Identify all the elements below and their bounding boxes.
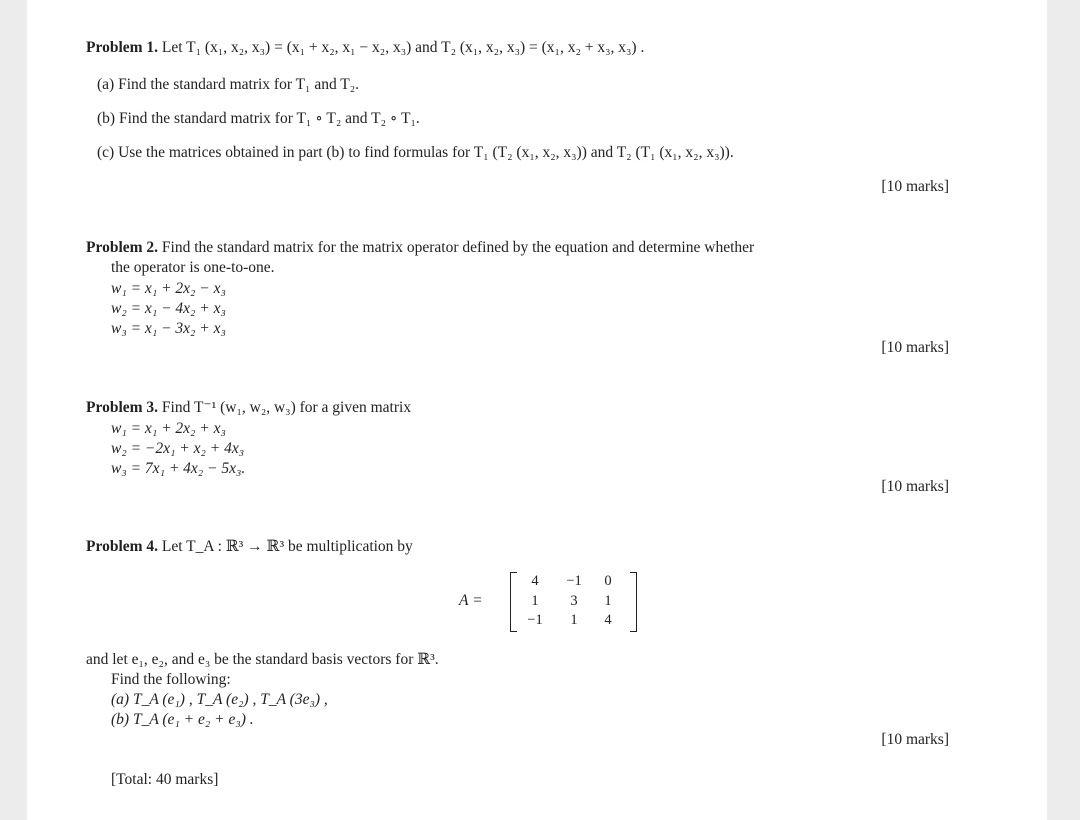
problem-4-part-b: (b) T_A (e₁ + e₂ + e₃) . bbox=[111, 711, 254, 728]
problem-3-eq2: w₂ = −2x₁ + x₂ + 4x₃ bbox=[111, 440, 245, 457]
problem-1-part-a: (a) Find the standard matrix for T₁ and T₂. bbox=[97, 76, 360, 93]
problem-3-marks: [10 marks] bbox=[881, 478, 949, 495]
problem-3-eq3: w₃ = 7x₁ + 4x₂ − 5x₃. bbox=[111, 460, 246, 477]
problem-3-eq1: w₁ = x₁ + 2x₂ + x₃ bbox=[111, 420, 226, 437]
problem-1-label: Problem 1. bbox=[86, 39, 159, 56]
matrix-cell: −1 bbox=[527, 612, 543, 628]
matrix-cell: 4 bbox=[604, 612, 612, 628]
matrix-label: A = bbox=[459, 592, 483, 609]
problem-2-eq3: w₃ = x₁ − 3x₂ + x₃ bbox=[111, 320, 226, 337]
problem-2-statement bbox=[86, 238, 754, 258]
matrix-cell: 4 bbox=[531, 573, 539, 589]
document-page bbox=[27, 0, 1047, 820]
problem-3-text: Find T⁻¹ (w₁, w₂, w₃) for a given matrix bbox=[161, 399, 412, 416]
problem-1-marks: [10 marks] bbox=[881, 178, 949, 195]
problem-2-marks: [10 marks] bbox=[881, 339, 949, 356]
matrix-left-bracket bbox=[510, 572, 517, 632]
problem-1-text: Let T₁ (x₁, x₂, x₃) = (x₁ + x₂, x₁ − x₂, x₃) and T₂ (x₁, x₂, x₃) = (x₁, x₂ + x₃, x₃) . bbox=[161, 39, 645, 56]
problem-4-text: Let T_A : ℝ³ → ℝ³ be multiplication by bbox=[161, 538, 413, 555]
problem-3-label: Problem 3. bbox=[86, 399, 159, 416]
problem-4-text-basis: and let e₁, e₂, and e₃ be the standard basis vectors for ℝ³. bbox=[86, 651, 439, 668]
problem-1-part-c: (c) Use the matrices obtained in part (b) to find formulas for T₁ (T₂ (x₁, x₂, x₃)) and T₂ (T₁ (x₁, x₂, x₃)). bbox=[97, 144, 734, 161]
problem-2-eq2: w₂ = x₁ − 4x₂ + x₃ bbox=[111, 300, 226, 317]
problem-2-label: Problem 2. bbox=[86, 239, 159, 256]
matrix-cell: 3 bbox=[570, 593, 578, 609]
matrix-cell: 1 bbox=[604, 593, 612, 609]
matrix-cell: 1 bbox=[570, 612, 578, 628]
problem-3-statement bbox=[86, 398, 411, 418]
problem-4-label: Problem 4. bbox=[86, 538, 159, 555]
problem-2-eq1: w₁ = x₁ + 2x₂ − x₃ bbox=[111, 280, 226, 297]
problem-4-find: Find the following: bbox=[111, 671, 231, 688]
matrix-cell: 1 bbox=[531, 593, 539, 609]
problem-2-text-cont: the operator is one-to-one. bbox=[111, 259, 275, 276]
problem-1-part-b: (b) Find the standard matrix for T₁ ∘ T₂ and T₂ ∘ T₁. bbox=[97, 110, 420, 127]
matrix-a bbox=[510, 570, 637, 632]
problem-1-statement bbox=[86, 38, 644, 58]
matrix-cell: −1 bbox=[566, 573, 582, 589]
problem-4-statement bbox=[86, 537, 413, 557]
problem-4-marks: [10 marks] bbox=[881, 731, 949, 748]
matrix-right-bracket bbox=[630, 572, 637, 632]
problem-4-part-a: (a) T_A (e₁) , T_A (e₂) , T_A (3e₃) , bbox=[111, 691, 328, 708]
problem-2-text: Find the standard matrix for the matrix operator defined by the equation and determine whether bbox=[161, 239, 755, 256]
matrix-cell: 0 bbox=[604, 573, 612, 589]
total-marks: [Total: 40 marks] bbox=[111, 771, 219, 788]
